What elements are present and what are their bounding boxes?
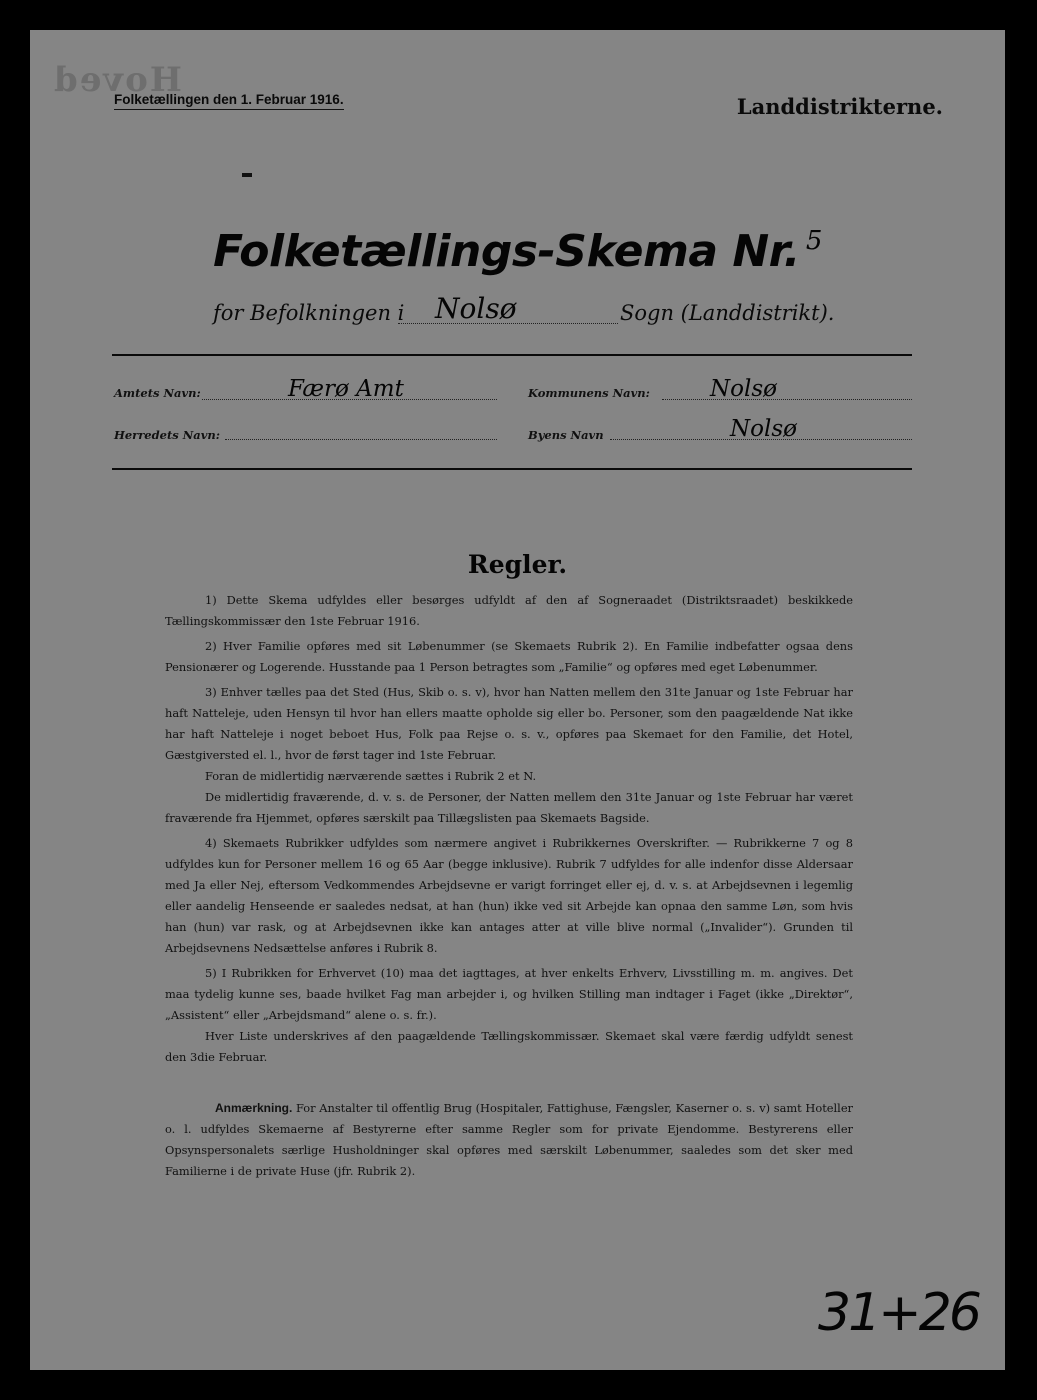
rule-paragraph: 2) Hver Familie opføres med sit Løbenummer (se Skemaets Rubrik 2). En Familie indbefatter ogsaa dens Pensionærer og Logerende. Husstande paa 1 Person betragtes som „Familie“ og opføres med eget Løbenummer. [165,639,853,674]
rule-paragraph: 4) Skemaets Rubrikker udfyldes som nærmere angivet i Rubrikkernes Overskrifter. — Rubrikkerne 7 og 8 udfyldes kun for Personer mellem 16 og 65 Aar (begge inklusive). Rubrik 7 udfyldes for alle indenfor disse Aldersaar med Ja eller Nej, eftersom Vedkommendes Arbejdsevne er varigt forringet eller ej, d. v. s. at Arbejdsevnen i legemlig eller aandelig Henseende er saaledes nedsat, at han (hun) ikke ved sit Arbejde kan opnaa den samme Løn, som hvis han (hun) var rask, og at Arbejdsevnen ikke kan antages atter at ville blive normal („Invalider“). Grunden til Arbejdsevnens Nedsættelse anføres i Rubrik 8. [165,836,853,955]
rule-paragraph: 5) I Rubrikken for Erhvervet (10) maa det iagttages, at hver enkelts Erhverv, Livsstilling m. m. angives. Det maa tydelig kunne ses, baade hvilket Fag man arbejder i, og hvilken Stilling man indtager i Faget (ikke „Direktør“, „Assistent“ eller „Arbejdsmand“ alene o. s. fr.). [165,966,853,1022]
rule-paragraph: 3) Enhver tælles paa det Sted (Hus, Skib o. s. v), hvor han Natten mellem den 31te Januar og 1ste Februar har haft Natteleje, uden Hensyn til hvor han ellers maatte opholde sig eller bo. Personer, som den paagældende Nat ikke har haft Natteleje i noget beboet Hus, Folk paa Rejse o. s. v., opføres paa Skemaet for den Familie, det Hotel, Gæstgiversted el. l., hvor de først tager ind 1ste Februar. [165,685,853,762]
amt-label: Amtets Navn: [114,386,201,400]
subtitle-prefix: for Befolkningen i [213,301,405,325]
subtitle-suffix: Sogn (Landdistrikt). [620,301,835,325]
rules-body [165,590,853,1068]
kommune-dotted-line [662,399,912,400]
rule-line-top [112,354,912,356]
by-value: Nolsø [730,416,797,442]
rule-paragraph: Hver Liste underskrives af den paagældende Tællingskommissær. Skemaet skal være færdig udfyldt senest den 3die Februar. [165,1029,853,1064]
rule-line-bottom [112,468,912,470]
herred-dotted-line [225,439,497,440]
rule-paragraph: De midlertidig fraværende, d. v. s. de Personer, der Natten mellem den 31te Januar og 1ste Februar har været fraværende fra Hjemmet, opføres særskilt paa Tillægslisten paa Skemaets Bagside. [165,790,853,825]
rule-paragraph: Foran de midlertidig nærværende sættes i Rubrik 2 et N. [205,769,537,783]
note-paragraph [165,1098,853,1182]
form-title [30,226,1005,277]
kommune-label: Kommunens Navn: [528,386,650,400]
district-type-header: Landdistrikterne. [736,94,943,119]
note-label: Anmærkning. [215,1101,293,1115]
ink-mark [242,173,252,177]
note-text: For Anstalter til offentlig Brug (Hospitaler, Fattighuse, Fængsler, Kaserner o. s. v) samt Hoteller o. l. udfyldes Skemaerne af Bestyrerne efter samme Regler som for private Ejendomme. Bestyrerens eller Opsynspersonalets særlige Husholdninger skal opføres med særskilt Løbenummer, saaledes som det sker med Familierne i de private Huse (jfr. Rubrik 2). [165,1101,853,1178]
amt-value: Færø Amt [288,376,404,402]
parish-handwritten: Nolsø [435,292,517,325]
by-label: Byens Navn [528,428,604,442]
kommune-value: Nolsø [710,376,777,402]
rules-heading: Regler. [467,550,568,579]
rule-paragraph: 1) Dette Skema udfyldes eller besørges udfyldt af den af Sogneraadet (Distriktsraadet) beskikkede Tællingskommissær den 1ste Februar 1916. [165,593,853,628]
census-date-header: Folketællingen den 1. Februar 1916. [114,92,344,110]
form-number: 5 [805,226,822,256]
census-form-page [30,30,1005,1370]
ghost-stamp-text: Hoved [52,60,182,100]
herred-label: Herredets Navn: [114,428,221,442]
form-title-text: Folketællings-Skema Nr. [213,226,800,277]
archive-number: 31+26 [818,1283,979,1343]
